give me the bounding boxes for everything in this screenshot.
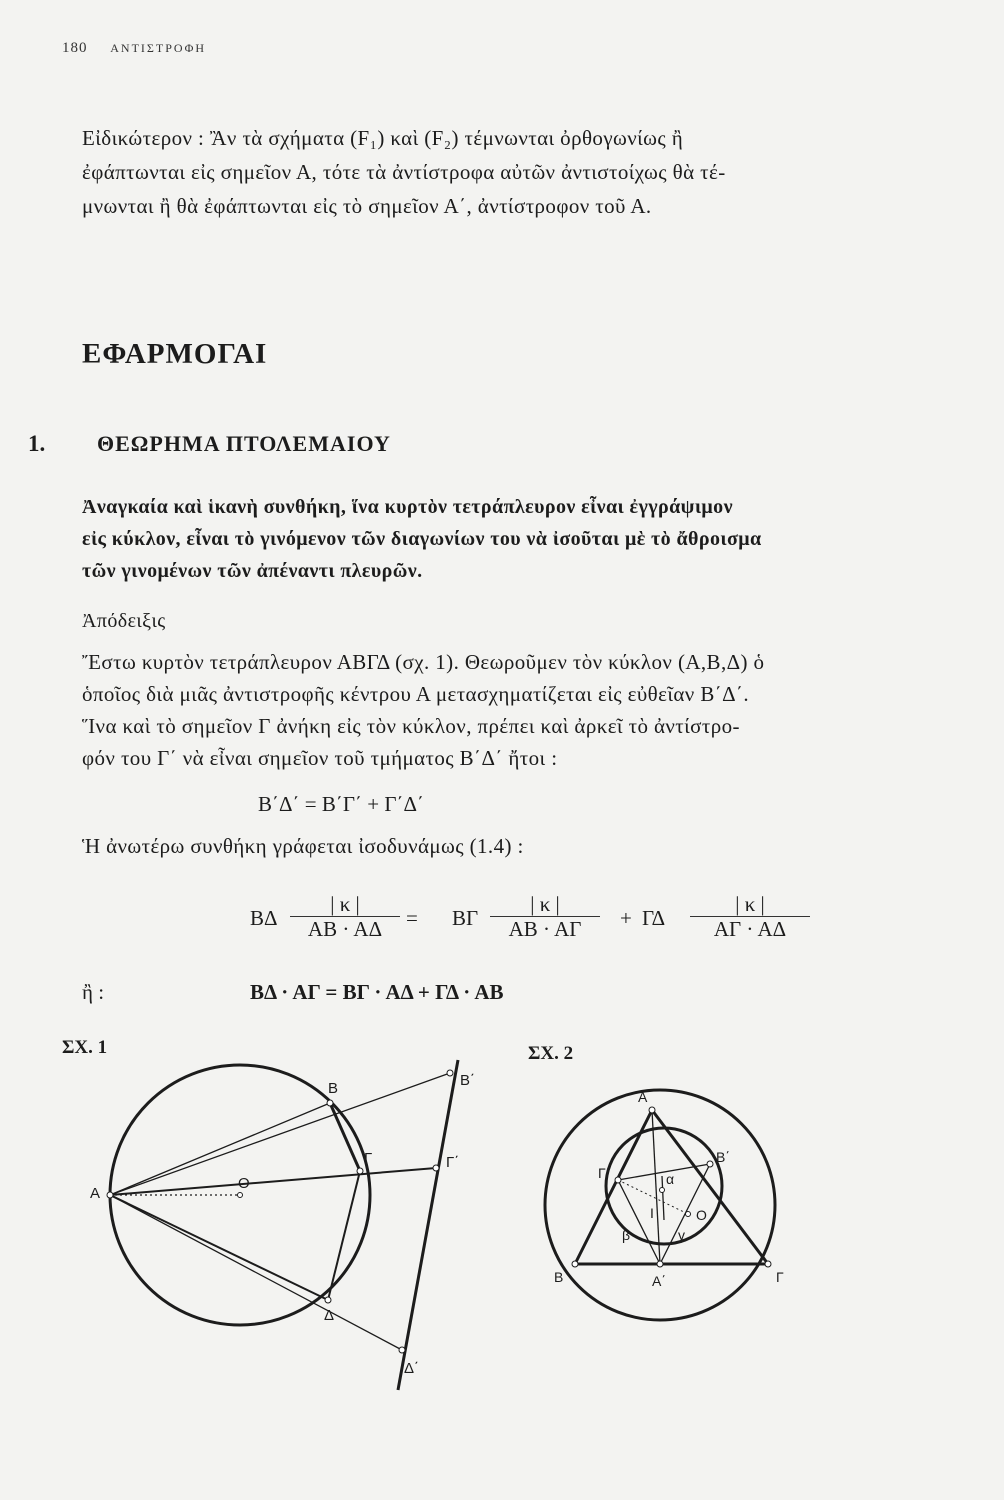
eq2-term-2: ΒΓ — [452, 906, 479, 930]
point-g — [765, 1261, 771, 1267]
theorem-statement-3: τῶν γινομένων τῶν ἀπέναντι πλευρῶν. — [82, 560, 423, 582]
inverse-line — [398, 1060, 458, 1390]
eq2-term-1: ΒΔ — [250, 906, 278, 930]
running-head: ΑΝΤΙΣΤΡΟΦΗ — [110, 41, 206, 55]
side-gd — [328, 1171, 360, 1300]
section-title: ΕΦΑΡΜΟΓΑΙ — [82, 338, 268, 370]
label-o: Ο — [696, 1207, 707, 1223]
point-b — [572, 1261, 578, 1267]
intro-line-2: ἐφάπτωνται εἰς σημεῖον Α, τότε τὰ ἀντίστροφα αὐτῶν ἀντιστοίχως θὰ τέ- — [82, 160, 726, 184]
point-i — [660, 1188, 665, 1193]
point-a — [107, 1192, 113, 1198]
label-aprime: Α΄ — [652, 1273, 666, 1289]
equation-3: ΒΔ · ΑΓ = ΒΓ · ΑΔ + ΓΔ · ΑΒ — [250, 980, 504, 1004]
equation-1: Β΄Δ΄ = Β΄Γ΄ + Γ΄Δ΄ — [258, 792, 424, 816]
theorem-number: 1. — [28, 431, 46, 456]
label-bprime: Β΄ — [460, 1072, 475, 1089]
segment-gprime-aprime — [618, 1180, 660, 1264]
segment-gprime-bprime — [618, 1164, 710, 1180]
figure-2-label: ΣΧ. 2 — [528, 1043, 574, 1064]
intro-line-1: Εἰδικώτερον : Ἂν τὰ σχήματα (F₁) καὶ (F₂) τέμνωνται ὀρθογωνίως ἢ — [82, 126, 684, 150]
running-header — [62, 40, 206, 57]
eq2-fraction-1 — [290, 892, 400, 941]
theorem-statement-1: Ἀναγκαία καὶ ἱκανὴ συνθήκη, ἵνα κυρτὸν τετράπλευρον εἶναι ἐγγράψιμον — [82, 496, 733, 518]
label-dprime: Δ΄ — [404, 1360, 420, 1377]
eq2-term-3: ΓΔ — [642, 906, 666, 930]
fraction-denominator: ΑΒ · ΑΓ — [508, 917, 582, 941]
point-dprime — [399, 1347, 405, 1353]
proof-line-4: φόν του Γ΄ νὰ εἶναι σημεῖον τοῦ τμήματος Β΄Δ΄ ἤτοι : — [82, 746, 558, 770]
point-b — [327, 1100, 333, 1106]
side-ab — [575, 1110, 652, 1264]
label-o: Ο — [238, 1175, 250, 1192]
point-g — [357, 1168, 363, 1174]
fraction-numerator: | κ | — [330, 892, 360, 916]
point-o — [686, 1212, 691, 1217]
point-gprime — [433, 1165, 439, 1171]
label-i: Ι — [650, 1205, 654, 1221]
label-a: Α — [638, 1089, 648, 1105]
side-ad — [110, 1195, 328, 1300]
fraction-numerator: | κ | — [735, 892, 765, 916]
point-a — [649, 1107, 655, 1113]
fraction-denominator: ΑΓ · ΑΔ — [713, 917, 787, 941]
proof-line-3: Ἵνα καὶ τὸ σημεῖον Γ ἀνήκη εἰς τὸν κύκλον, πρέπει καὶ ἀρκεῖ τὸ ἀντίστρο- — [82, 714, 740, 738]
fraction-numerator: | κ | — [530, 892, 560, 916]
figure-2-diagram — [540, 1080, 800, 1330]
label-alpha: α — [666, 1171, 675, 1187]
eq2-equals: = — [406, 906, 418, 930]
label-a: Α — [90, 1185, 101, 1202]
segment-a-gprime — [110, 1168, 436, 1195]
label-b: Β — [328, 1080, 339, 1097]
label-gamma: γ — [678, 1227, 685, 1243]
eq2-plus: + — [620, 906, 632, 930]
figure-1-label: ΣΧ. 1 — [62, 1037, 108, 1058]
proof-line-1: Ἔστω κυρτὸν τετράπλευρον ΑΒΓΔ (σχ. 1). Θεωροῦμεν τὸν κύκλον (Α,Β,Δ) ὁ — [82, 650, 765, 674]
or-label: ἢ : — [82, 980, 105, 1004]
segment-i — [662, 1176, 664, 1220]
side-ab — [110, 1103, 330, 1195]
label-beta: β — [622, 1227, 631, 1243]
segment-a-aprime — [652, 1110, 660, 1264]
proof-line-2: ὁποῖος διὰ μιᾶς ἀντιστροφῆς κέντρου Α μετασχηματίζεται εἰς εὐθεῖαν Β΄Δ΄. — [82, 682, 750, 706]
point-bprime — [447, 1070, 453, 1076]
label-gprime: Γ΄ — [446, 1154, 460, 1171]
label-b: Β — [554, 1269, 564, 1285]
point-bprime — [707, 1161, 713, 1167]
page-number: 180 — [62, 40, 88, 56]
eq2-fraction-3 — [690, 892, 810, 941]
label-bprime: Β΄ — [716, 1149, 730, 1165]
proof-heading: Ἀπόδειξις — [82, 610, 166, 632]
label-g: Γ — [776, 1269, 784, 1285]
point-aprime — [657, 1261, 663, 1267]
figure-1-diagram — [60, 1055, 500, 1395]
eq2-fraction-2 — [490, 892, 600, 941]
segment-a-dprime — [110, 1195, 402, 1350]
label-d: Δ — [324, 1307, 335, 1324]
intro-line-3: μνωνται ἢ θὰ ἐφάπτωνται εἰς τὸ σημεῖον Α΄, ἀντίστροφον τοῦ Α. — [82, 194, 652, 218]
point-d — [325, 1297, 331, 1303]
theorem-title: ΘΕΩΡΗΜΑ ΠΤΟΛΕΜΑΙΟΥ — [97, 431, 391, 456]
fraction-denominator: ΑΒ · ΑΔ — [307, 917, 383, 941]
point-gprime — [615, 1177, 621, 1183]
theorem-statement-2: εἰς κύκλον, εἶναι τὸ γινόμενον τῶν διαγωνίων του νὰ ἰσοῦται μὲ τὸ ἄθροισμα — [82, 528, 762, 550]
label-gprime: Γ΄ — [598, 1165, 611, 1181]
label-g: Γ — [364, 1150, 373, 1167]
proof-line-5: Ἡ ἀνωτέρω συνθήκη γράφεται ἰσοδυνάμως (1.4) : — [82, 834, 524, 858]
point-o — [238, 1193, 243, 1198]
